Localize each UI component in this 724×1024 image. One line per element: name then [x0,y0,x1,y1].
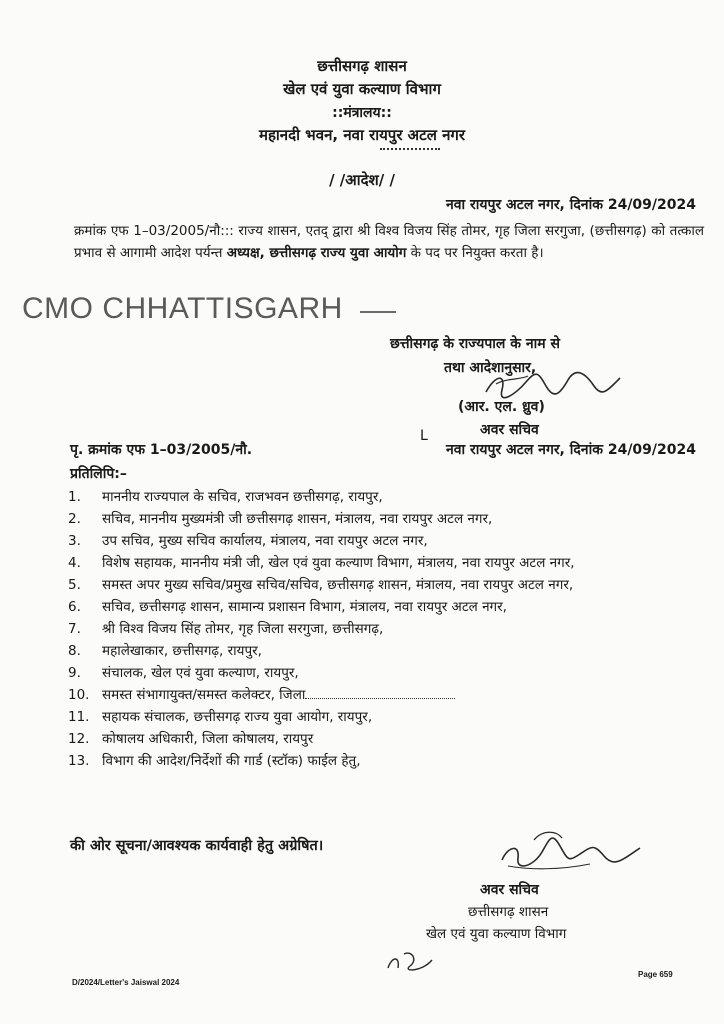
list-item-text [102,486,708,508]
list-item-label: कोषालय अधिकारी, जिला कोषालय, रायपुर [102,731,314,747]
header-government: छत्तीसगढ़ शासन [317,57,407,75]
list-item [68,662,708,684]
list-item-text [102,706,708,728]
list-item-number: 9. [68,665,81,681]
closing-line: की ओर सूचना/आवश्यक कार्यवाही हेतु अग्रेषित। [70,838,324,854]
list-item-text [102,684,708,706]
list-item [68,552,708,574]
footer-reference: D/2024/Letter's Jaiswal 2024 [72,978,180,987]
list-item-number: 10. [68,687,90,703]
signature-1-line1: छत्तीसगढ़ के राज्यपाल के नाम से [390,336,560,352]
list-item-label: संचालक, खेल एवं युवा कल्याण, रायपुर, [102,665,299,681]
watermark-line [360,311,396,313]
list-item-number: 1. [68,489,81,505]
list-item-label: समस्त अपर मुख्य सचिव/प्रमुख सचिव/सचिव, छत्तीसगढ़ शासन, मंत्रालय, नवा रायपुर अटल नगर, [102,577,574,593]
list-item [68,508,708,530]
list-item-text [102,596,708,618]
copy-list [68,486,708,772]
list-item-text [102,728,708,750]
endorsement-date: नवा रायपुर अटल नगर, दिनांक 24/09/2024 [445,442,696,458]
list-item [68,728,708,750]
list-item-text [102,750,708,772]
fill-in-blank [305,686,455,699]
list-item [68,618,708,640]
list-item-label: सचिव, छत्तीसगढ़ शासन, सामान्य प्रशासन विभाग, मंत्रालय, नवा रायपुर अटल नगर, [102,599,507,615]
order-date: नवा रायपुर अटल नगर, दिनांक 24/09/2024 [445,197,696,213]
list-item-text [102,662,708,684]
list-item [68,574,708,596]
list-item-number: 5. [68,577,81,593]
list-item [68,486,708,508]
list-item-label: विशेष सहायक, माननीय मंत्री जी, खेल एवं युवा कल्याण विभाग, मंत्रालय, नवा रायपुर अटल नगर, [102,555,575,571]
list-item-label: समस्त संभागायुक्त/समस्त कलेक्टर, जिला [102,687,306,703]
list-item-number: 4. [68,555,81,571]
list-item-number: 8. [68,643,81,659]
list-item-label: उप सचिव, मुख्य सचिव कार्यालय, मंत्रालय, नवा रायपुर अटल नगर, [102,533,428,549]
list-item [68,706,708,728]
list-item-text [102,552,708,574]
signature-2-designation: अवर सचिव [480,882,539,898]
list-item-label: सचिव, माननीय मुख्यमंत्री जी छत्तीसगढ़ शासन, मंत्रालय, नवा रायपुर अटल नगर, [102,511,493,527]
order-body-post: अध्यक्ष, छत्तीसगढ़ राज्य युवा आयोग [226,245,407,261]
list-item-number: 12. [68,731,90,747]
tick-mark: ᒪ [420,428,428,444]
list-item [68,640,708,662]
list-item-label: विभाग की आदेश/निर्देशों की गार्ड (स्टॉक) फाईल हेतु, [102,753,361,769]
list-item-text [102,618,708,640]
list-item-text [102,530,708,552]
header-divider [380,148,440,150]
list-item-label: सहायक संचालक, छत्तीसगढ़ राज्य युवा आयोग, रायपुर, [102,709,373,725]
list-item-number: 11. [68,709,90,725]
header-address: महानदी भवन, नवा रायपुर अटल नगर [258,126,466,144]
list-item [68,596,708,618]
list-item-number: 6. [68,599,81,615]
header-ministry: ::मंत्रालय:: [332,105,392,121]
footer-page-number: Page 659 [638,970,673,979]
list-item-label: माननीय राज्यपाल के सचिव, राजभवन छत्तीसगढ़, रायपुर, [102,489,383,505]
signature-1-line2: तथा आदेशानुसार, [444,360,537,376]
order-body-text-1: क्रमांक एफ 1–03/2005/नौ::: राज्य शासन, एतद् द्वारा श्री विश्व विजय सिंह तोमर, गृह जिला सरगुजा, (छत्तीसगढ़) को तत्काल प्रभाव से आगामी आदेश पर्यन्त [74,223,704,261]
list-item-text [102,640,708,662]
list-item-number: 3. [68,533,81,549]
header-department: खेल एवं युवा कल्याण विभाग [283,80,441,98]
list-item [68,750,708,772]
watermark-text: CMO CHHATTISGARH [22,292,343,325]
list-item-label: महालेखाकार, छत्तीसगढ़, रायपुर, [102,643,262,659]
endorsement-ref: पृ. क्रमांक एफ 1–03/2005/नौ. [70,442,253,458]
list-item-label: श्री विश्व विजय सिंह तोमर, गृह जिला सरगुजा, छत्तीसगढ़, [102,621,384,637]
order-body-text-2: के पद पर नियुक्त करता है। [406,245,544,261]
list-item [68,530,708,552]
list-item-text [102,574,708,596]
list-item-text [102,508,708,530]
signature-2-scribble [490,826,650,878]
initials-scribble [382,946,442,976]
list-item [68,684,708,706]
signature-2-government: छत्तीसगढ़ शासन [468,904,549,920]
list-item-number: 13. [68,753,90,769]
signature-1-name: (आर. एल. ध्रुव) [458,399,545,415]
copy-label: प्रतिलिपि:– [70,466,127,482]
list-item-number: 7. [68,621,81,637]
signature-2-department: खेल एवं युवा कल्याण विभाग [426,926,567,942]
list-item-number: 2. [68,511,81,527]
order-title: / /आदेश/ / [329,171,395,189]
signature-1-designation: अवर सचिव [480,422,539,438]
order-body [74,220,704,264]
